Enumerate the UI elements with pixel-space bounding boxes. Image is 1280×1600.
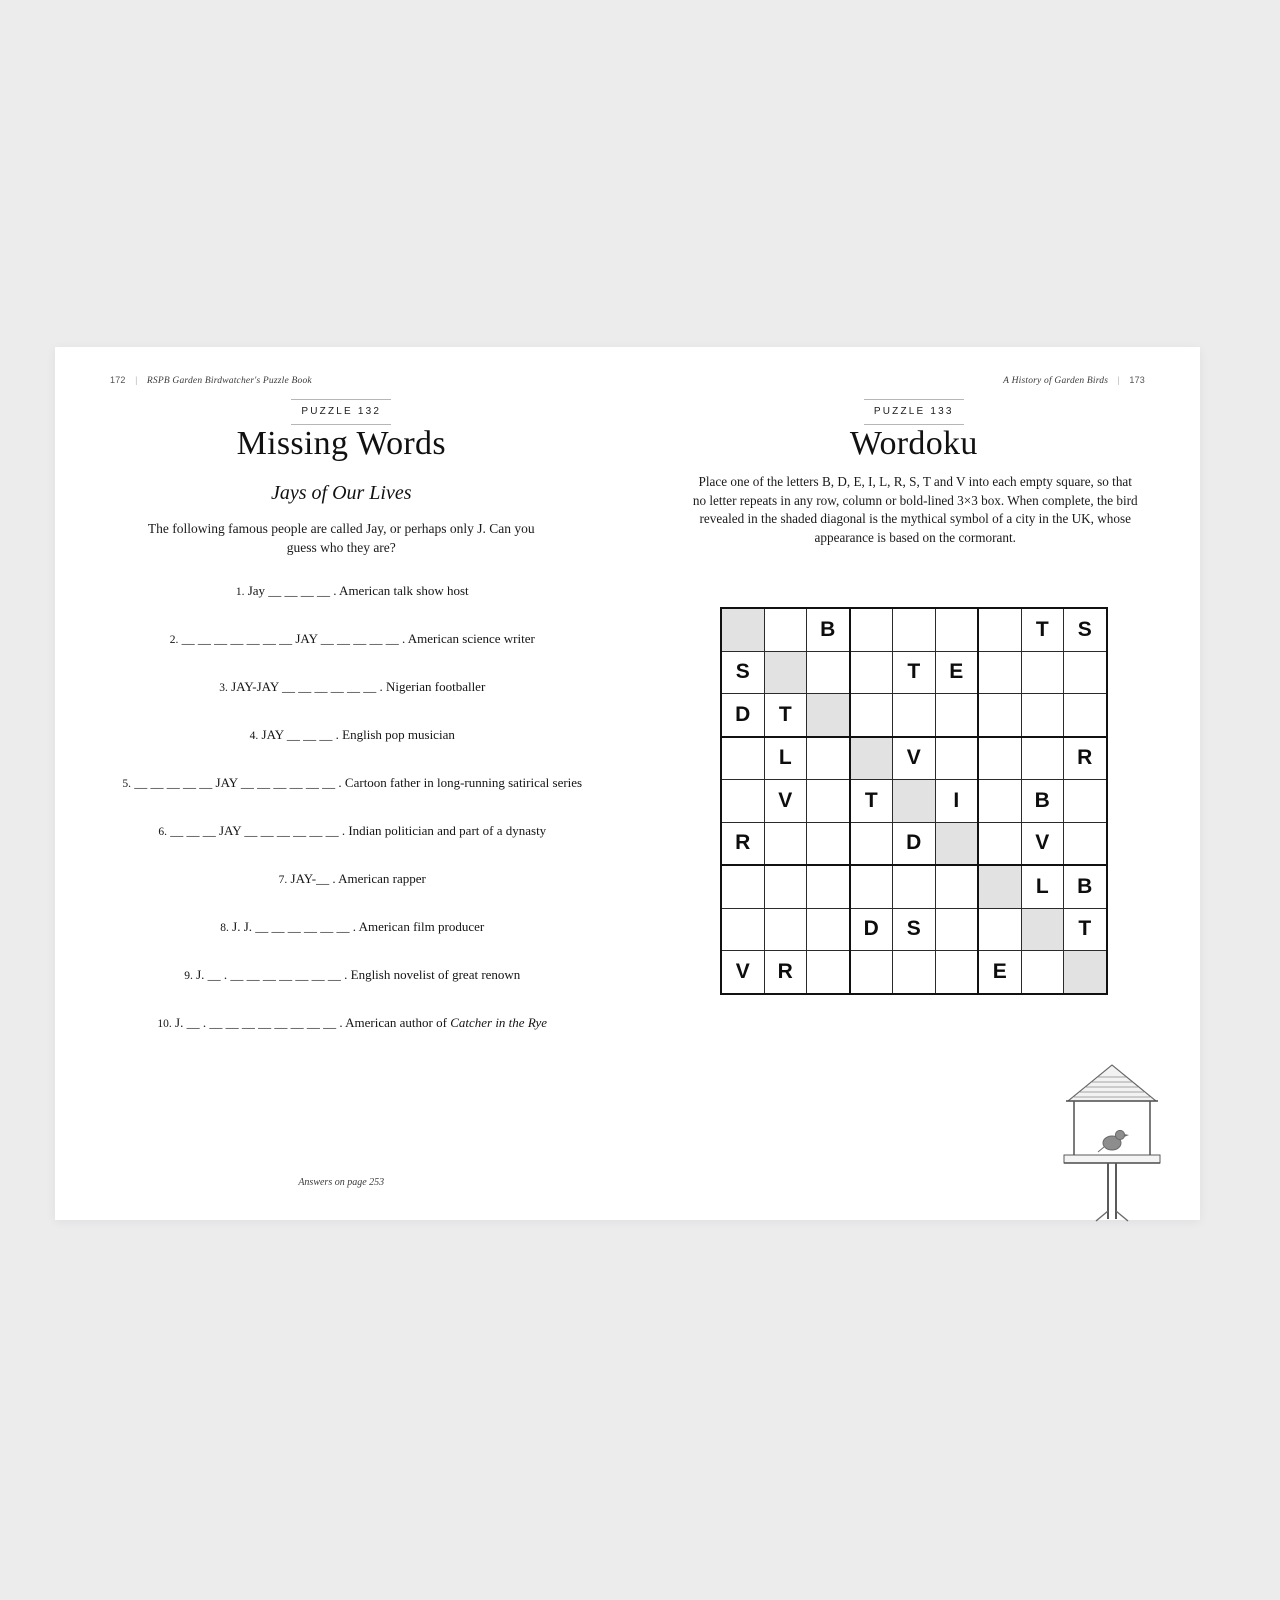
wordoku-cell[interactable] (764, 865, 807, 908)
wordoku-cell[interactable] (1064, 822, 1107, 865)
clue-item (95, 678, 610, 697)
clue-text: __ __ __ __ __ JAY __ __ __ __ __ __ . Cartoon father in long-running satirical series (131, 775, 583, 791)
clue-number: 2. (169, 634, 179, 647)
clue-number: 10. (157, 1018, 172, 1031)
wordoku-cell[interactable] (978, 608, 1021, 651)
wordoku-cell[interactable] (935, 608, 978, 651)
clue-number: 1. (235, 586, 245, 598)
wordoku-cell[interactable] (1021, 737, 1064, 780)
wordoku-cell[interactable] (850, 608, 893, 651)
wordoku-cell[interactable] (1021, 951, 1064, 994)
wordoku-cell[interactable] (807, 908, 850, 951)
wordoku-cell[interactable]: S (721, 651, 764, 694)
clue-item (95, 774, 610, 793)
puzzle-label-wrap-left (55, 399, 628, 425)
wordoku-cell[interactable] (850, 865, 893, 908)
wordoku-cell[interactable]: T (850, 780, 893, 823)
wordoku-cell[interactable] (1021, 908, 1064, 951)
clue-text: J. J. __ __ __ __ __ __ . American film producer (228, 919, 485, 935)
clue-number: 3. (219, 682, 228, 695)
wordoku-cell[interactable] (1021, 694, 1064, 737)
clue-number: 8. (220, 922, 229, 935)
puzzle-label-right: PUZZLE 133 (864, 399, 964, 425)
wordoku-cell[interactable] (1064, 780, 1107, 823)
wordoku-cell[interactable] (807, 651, 850, 694)
wordoku-cell[interactable] (978, 908, 1021, 951)
wordoku-cell[interactable] (721, 865, 764, 908)
wordoku-cell[interactable] (978, 822, 1021, 865)
wordoku-cell[interactable]: B (807, 608, 850, 651)
puzzle-label-wrap-right (628, 399, 1201, 425)
wordoku-row (721, 908, 1107, 951)
wordoku-cell[interactable] (1021, 651, 1064, 694)
wordoku-cell[interactable]: T (1021, 608, 1064, 651)
wordoku-grid-wrap (628, 607, 1201, 995)
wordoku-row (721, 694, 1107, 737)
wordoku-cell[interactable] (935, 694, 978, 737)
wordoku-cell[interactable] (807, 694, 850, 737)
wordoku-row (721, 608, 1107, 651)
left-page (55, 347, 628, 1220)
wordoku-cell[interactable]: L (1021, 865, 1064, 908)
clue-item (95, 918, 610, 937)
wordoku-cell[interactable]: R (721, 822, 764, 865)
wordoku-cell[interactable] (850, 822, 893, 865)
puzzle-label-left: PUZZLE 132 (291, 399, 391, 425)
clue-text: JAY-JAY __ __ __ __ __ __ . Nigerian footballer (227, 679, 486, 695)
wordoku-cell[interactable]: D (893, 822, 936, 865)
wordoku-cell[interactable] (893, 780, 936, 823)
wordoku-cell[interactable] (1064, 694, 1107, 737)
running-head-title-right: A History of Garden Birds (1003, 376, 1109, 386)
wordoku-cell[interactable] (935, 737, 978, 780)
wordoku-row (721, 865, 1107, 908)
clue-item (95, 582, 610, 601)
clue-text: J. __ . __ __ __ __ __ __ __ . English novelist of great renown (192, 967, 521, 983)
clue-item (95, 1014, 610, 1033)
wordoku-cell[interactable]: E (978, 951, 1021, 994)
page-subtitle-left: Jays of Our Lives (270, 482, 412, 504)
wordoku-cell[interactable] (721, 908, 764, 951)
wordoku-cell[interactable] (935, 822, 978, 865)
wordoku-cell[interactable]: D (850, 908, 893, 951)
wordoku-cell[interactable] (850, 694, 893, 737)
wordoku-cell[interactable] (893, 694, 936, 737)
wordoku-row (721, 651, 1107, 694)
wordoku-cell[interactable] (978, 780, 1021, 823)
clue-item (95, 630, 610, 649)
right-page (628, 347, 1201, 1220)
clue-title-italic: Catcher in the Rye (450, 1015, 548, 1031)
wordoku-cell[interactable] (721, 780, 764, 823)
clue-number: 4. (249, 730, 259, 743)
runhead-divider-left: | (135, 376, 138, 386)
page-title-left: Missing Words (236, 425, 446, 462)
wordoku-cell[interactable]: T (893, 651, 936, 694)
wordoku-cell[interactable] (721, 737, 764, 780)
wordoku-cell[interactable] (721, 608, 764, 651)
running-head-right (1003, 375, 1145, 386)
wordoku-cell[interactable] (764, 822, 807, 865)
wordoku-row (721, 737, 1107, 780)
wordoku-cell[interactable]: B (1064, 865, 1107, 908)
page-title-right: Wordoku (849, 425, 978, 462)
wordoku-cell[interactable]: S (1064, 608, 1107, 651)
wordoku-cell[interactable] (807, 951, 850, 994)
clue-list (95, 582, 610, 1062)
wordoku-cell[interactable]: T (764, 694, 807, 737)
wordoku-cell[interactable] (764, 908, 807, 951)
running-head-left (110, 375, 312, 386)
wordoku-cell[interactable] (1064, 951, 1107, 994)
wordoku-row (721, 780, 1107, 823)
runhead-divider-right: | (1117, 376, 1120, 386)
wordoku-cell[interactable]: V (893, 737, 936, 780)
wordoku-cell[interactable] (1064, 651, 1107, 694)
wordoku-cell[interactable] (978, 651, 1021, 694)
wordoku-cell[interactable]: V (764, 780, 807, 823)
wordoku-cell[interactable] (935, 865, 978, 908)
clue-item (95, 822, 610, 841)
wordoku-cell[interactable]: E (935, 651, 978, 694)
intro-text-left: The following famous people are called Jay, or perhaps only J. Can you guess who they are? (147, 521, 535, 555)
clue-item (95, 870, 610, 889)
wordoku-cell[interactable] (850, 651, 893, 694)
bird-table-illustration (1052, 1059, 1172, 1224)
wordoku-cell[interactable] (893, 865, 936, 908)
clue-text: Jay __ __ __ __ . American talk show host (244, 583, 469, 598)
wordoku-cell[interactable]: R (764, 951, 807, 994)
clue-number: 9. (184, 970, 193, 983)
running-head-title-left: RSPB Garden Birdwatcher's Puzzle Book (146, 376, 312, 386)
folio-right: 173 (1129, 375, 1145, 385)
wordoku-cell[interactable] (850, 951, 893, 994)
wordoku-cell[interactable]: S (893, 908, 936, 951)
wordoku-cell[interactable] (807, 780, 850, 823)
wordoku-cell[interactable]: R (1064, 737, 1107, 780)
wordoku-cell[interactable] (764, 651, 807, 694)
wordoku-cell[interactable] (935, 908, 978, 951)
wordoku-row (721, 822, 1107, 865)
wordoku-cell[interactable]: T (1064, 908, 1107, 951)
answers-note-left: Answers on page 253 (298, 1177, 385, 1188)
wordoku-cell[interactable]: I (935, 780, 978, 823)
clue-text: JAY __ __ __ . English pop musician (258, 727, 455, 743)
wordoku-cell[interactable] (935, 951, 978, 994)
wordoku-cell[interactable] (807, 865, 850, 908)
wordoku-cell[interactable]: L (764, 737, 807, 780)
wordoku-cell[interactable]: B (1021, 780, 1064, 823)
clue-text: JAY-__ . American rapper (287, 871, 426, 887)
clue-text: __ __ __ __ __ __ __ JAY __ __ __ __ __ . American science writer (178, 631, 535, 647)
clue-text: __ __ __ JAY __ __ __ __ __ __ . Indian politician and part of a dynasty (166, 823, 547, 839)
clue-number: 5. (122, 778, 132, 791)
wordoku-cell[interactable] (807, 737, 850, 780)
wordoku-cell[interactable] (764, 608, 807, 651)
wordoku-cell[interactable]: D (721, 694, 764, 737)
wordoku-cell[interactable] (893, 951, 936, 994)
intro-text-right: Place one of the letters B, D, E, I, L, R, S, T and V into each empty square, so that no letter repeats in any row, column or bold-lined 3×3 box. When complete, the bird revealed in the shaded diagonal is the mythical symbol of a city in the UK, whose appearance is based on the cormorant. (692, 474, 1138, 546)
book-spread (55, 347, 1200, 1220)
clue-number: 6. (158, 826, 167, 839)
wordoku-cell[interactable] (978, 865, 1021, 908)
clue-item (95, 726, 610, 745)
wordoku-row (721, 951, 1107, 994)
wordoku-cell[interactable]: V (721, 951, 764, 994)
wordoku-cell[interactable] (807, 822, 850, 865)
wordoku-cell[interactable] (893, 608, 936, 651)
wordoku-cell[interactable] (978, 694, 1021, 737)
clue-text: J. __ . __ __ __ __ __ __ __ __ . American author of (171, 1015, 451, 1031)
wordoku-cell[interactable] (978, 737, 1021, 780)
wordoku-cell[interactable] (850, 737, 893, 780)
folio-left: 172 (110, 375, 126, 385)
clue-item (95, 966, 610, 985)
clue-number: 7. (278, 874, 288, 887)
wordoku-cell[interactable]: V (1021, 822, 1064, 865)
wordoku-grid[interactable] (720, 607, 1108, 995)
